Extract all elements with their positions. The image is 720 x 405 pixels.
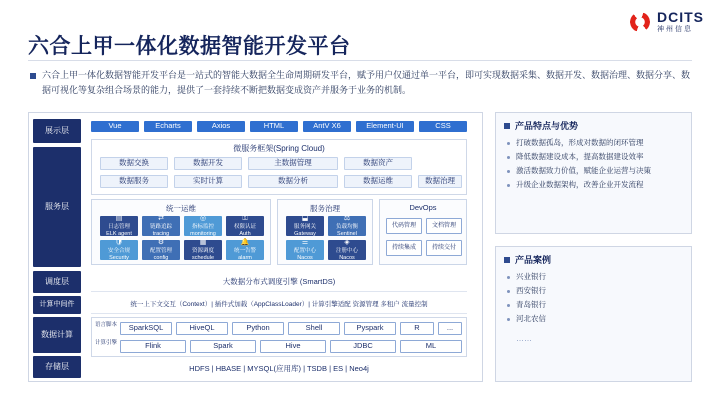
gateway-icon: ⬓ [301, 215, 309, 223]
layer-label-display: 展示层 [33, 119, 81, 143]
gov-config-center[interactable]: ☰ 配置中心 Nacos [286, 240, 324, 260]
layer-label-service: 服务层 [33, 147, 81, 267]
script-more[interactable]: ... [438, 322, 462, 335]
script-pyspark[interactable]: Pyspark [344, 322, 396, 335]
microservice-framework-title: 微服务框架(Spring Cloud) [233, 144, 325, 153]
microservice-framework-box [91, 139, 467, 195]
ops-security[interactable]: 🛡 安全合规 Security [100, 240, 138, 260]
key-icon: ⚿ [242, 215, 248, 223]
calendar-icon: ▦ [199, 239, 207, 247]
list-item: 激活数据致力价值，赋能企业运营与决策 [516, 164, 683, 178]
engine-flink[interactable]: Flink [120, 340, 186, 353]
cases-more: …… [516, 333, 532, 343]
ops-monitoring[interactable]: ◎ 指标监控 monitoring [184, 216, 222, 236]
schedule-engine-text: 大数据分布式调度引擎 (SmartDS) [222, 277, 336, 286]
intro-text: 六合上甲一体化数据智能开发平台是一站式的智能大数据全生命周期研发平台，赋予用户仅通过单一平台，即可实现数据采集、数据开发、数据治理、数据分享、数据可视化等复杂组合场景的能力，提供了一套持续不断把数据变成资产并服务于业务的机制。 [42, 70, 691, 95]
display-item-echarts[interactable]: Echarts [144, 121, 192, 132]
script-hiveql[interactable]: HiveQL [176, 322, 228, 335]
advantages-card [495, 112, 692, 234]
devops-continuous-integration[interactable]: 持续集成 [386, 240, 422, 256]
gov-registry-center[interactable]: ◈ 注册中心 Nacos [328, 240, 366, 260]
display-item-vue[interactable]: Vue [91, 121, 139, 132]
compute-layer-box [91, 317, 467, 357]
script-r[interactable]: R [400, 322, 434, 335]
cluster-devops [379, 199, 467, 265]
middleware-text: 统一上下文交互（Context）| 插件式加载（AppClassLoader）| 计算引擎适配 资源管理 多租户 流量控制 [130, 301, 428, 308]
svc-item-master-data[interactable]: 主数据管理 [248, 157, 338, 170]
brand-name-cn: 神州信息 [657, 26, 693, 33]
dcits-logo-icon [630, 11, 652, 33]
engine-hive[interactable]: Hive [260, 340, 326, 353]
engine-spark[interactable]: Spark [190, 340, 256, 353]
diagram-content [87, 113, 478, 381]
svc-item-data-governance[interactable]: 数据治理 [418, 175, 462, 188]
cluster-unified-ops-title: 统一运维 [166, 204, 196, 213]
compute-row-label-engine: 计算引擎 [95, 340, 118, 346]
cluster-service-governance-title: 服务治理 [310, 204, 340, 213]
brand-name-en: DCITS [657, 9, 704, 25]
engine-ml[interactable]: ML [400, 340, 462, 353]
layer-label-middleware: 计算中间件 [33, 296, 81, 314]
advantages-title: 产品特点与优势 [515, 121, 579, 131]
layer-label-column [29, 113, 85, 381]
layer-label-storage: 存储层 [33, 356, 81, 378]
cases-card [495, 246, 692, 382]
devops-continuous-delivery[interactable]: 持续交付 [426, 240, 462, 256]
ops-config[interactable]: ⚙ 配置管理 config [142, 240, 180, 260]
cluster-unified-ops [91, 199, 271, 265]
architecture-diagram [28, 112, 483, 382]
bullet-square-icon [30, 73, 36, 79]
svc-item-data-analysis[interactable]: 数据分析 [248, 175, 338, 188]
page-title: 六合上甲一体化数据智能开发平台 [28, 35, 351, 58]
ops-auth[interactable]: ⚿ 权限认证 Auth [226, 216, 264, 236]
svc-item-data-asset[interactable]: 数据资产 [344, 157, 412, 170]
advantages-list [496, 136, 691, 200]
script-shell[interactable]: Shell [288, 322, 340, 335]
devops-code-management[interactable]: 代码管理 [386, 218, 422, 234]
devops-doc-management[interactable]: 文档管理 [426, 218, 462, 234]
list-item: 西安银行 [516, 284, 683, 298]
storage-text: HDFS | HBASE | MYSQL(应用库) | TSDB | ES | Neo4j [189, 364, 369, 373]
list-item: 兴业银行 [516, 270, 683, 284]
schedule-divider [91, 291, 467, 292]
balance-icon: ⚖ [343, 215, 351, 223]
engine-jdbc[interactable]: JDBC [330, 340, 396, 353]
bullet-square-icon [504, 123, 510, 129]
display-item-antv[interactable]: AntV X6 [303, 121, 351, 132]
display-item-css[interactable]: CSS [419, 121, 467, 132]
trace-icon: ⇄ [158, 215, 164, 223]
ops-schedule[interactable]: ▦ 资源调度 schedule [184, 240, 222, 260]
cluster-service-governance [277, 199, 373, 265]
registry-icon: ◈ [344, 239, 350, 247]
layer-label-schedule: 调度层 [33, 271, 81, 293]
advantages-header [496, 113, 691, 134]
display-item-html[interactable]: HTML [250, 121, 298, 132]
sliders-icon: ☰ [301, 239, 309, 247]
cases-list [496, 270, 691, 334]
list-item: 降低数据建设成本，提高数据建设效率 [516, 150, 683, 164]
cases-header [496, 247, 691, 268]
right-column [495, 112, 692, 382]
script-python[interactable]: Python [232, 322, 284, 335]
svc-item-data-ops[interactable]: 数据运维 [344, 175, 412, 188]
script-sparksql[interactable]: SparkSQL [120, 322, 172, 335]
ops-alarm[interactable]: 🔔 统一告警 alarm [226, 240, 264, 260]
list-item: 打破数据孤岛，形成对数据的闭环管理 [516, 136, 683, 150]
list-item: 升级企业数据架构，改善企业开发流程 [516, 178, 683, 192]
gov-load-balance[interactable]: ⚖ 负载均衡 Sentinel [328, 216, 366, 236]
svc-item-data-exchange[interactable]: 数据交换 [100, 157, 168, 170]
middleware-divider [91, 313, 467, 314]
intro-block [30, 68, 690, 98]
title-divider [28, 60, 692, 61]
log-icon: ▤ [115, 215, 123, 223]
shield-icon: 🛡 [114, 239, 124, 247]
bell-icon: 🔔 [240, 239, 250, 247]
gear-icon: ⚙ [157, 239, 165, 247]
list-item: 河北农信 [516, 312, 683, 326]
ops-tracing[interactable]: ⇄ 链路追踪 tracing [142, 216, 180, 236]
svc-item-data-service[interactable]: 数据服务 [100, 175, 168, 188]
svc-item-realtime[interactable]: 实时计算 [174, 175, 242, 188]
bullet-square-icon [504, 257, 510, 263]
compute-row-label-script: 语言脚本 [95, 322, 118, 328]
layer-label-compute: 数据计算 [33, 317, 81, 353]
cluster-devops-title: DevOps [409, 203, 437, 212]
cases-title: 产品案例 [515, 255, 552, 265]
svc-item-data-dev[interactable]: 数据开发 [174, 157, 242, 170]
monitor-icon: ◎ [199, 215, 207, 223]
display-item-elementui[interactable]: Element-UI [356, 121, 414, 132]
display-item-axios[interactable]: Axios [197, 121, 245, 132]
ops-log-management[interactable]: ▤ 日志管理 ELK agent [100, 216, 138, 236]
list-item: 青岛银行 [516, 298, 683, 312]
gov-gateway[interactable]: ⬓ 服务网关 Gateway [286, 216, 324, 236]
brand-logo [630, 10, 704, 33]
